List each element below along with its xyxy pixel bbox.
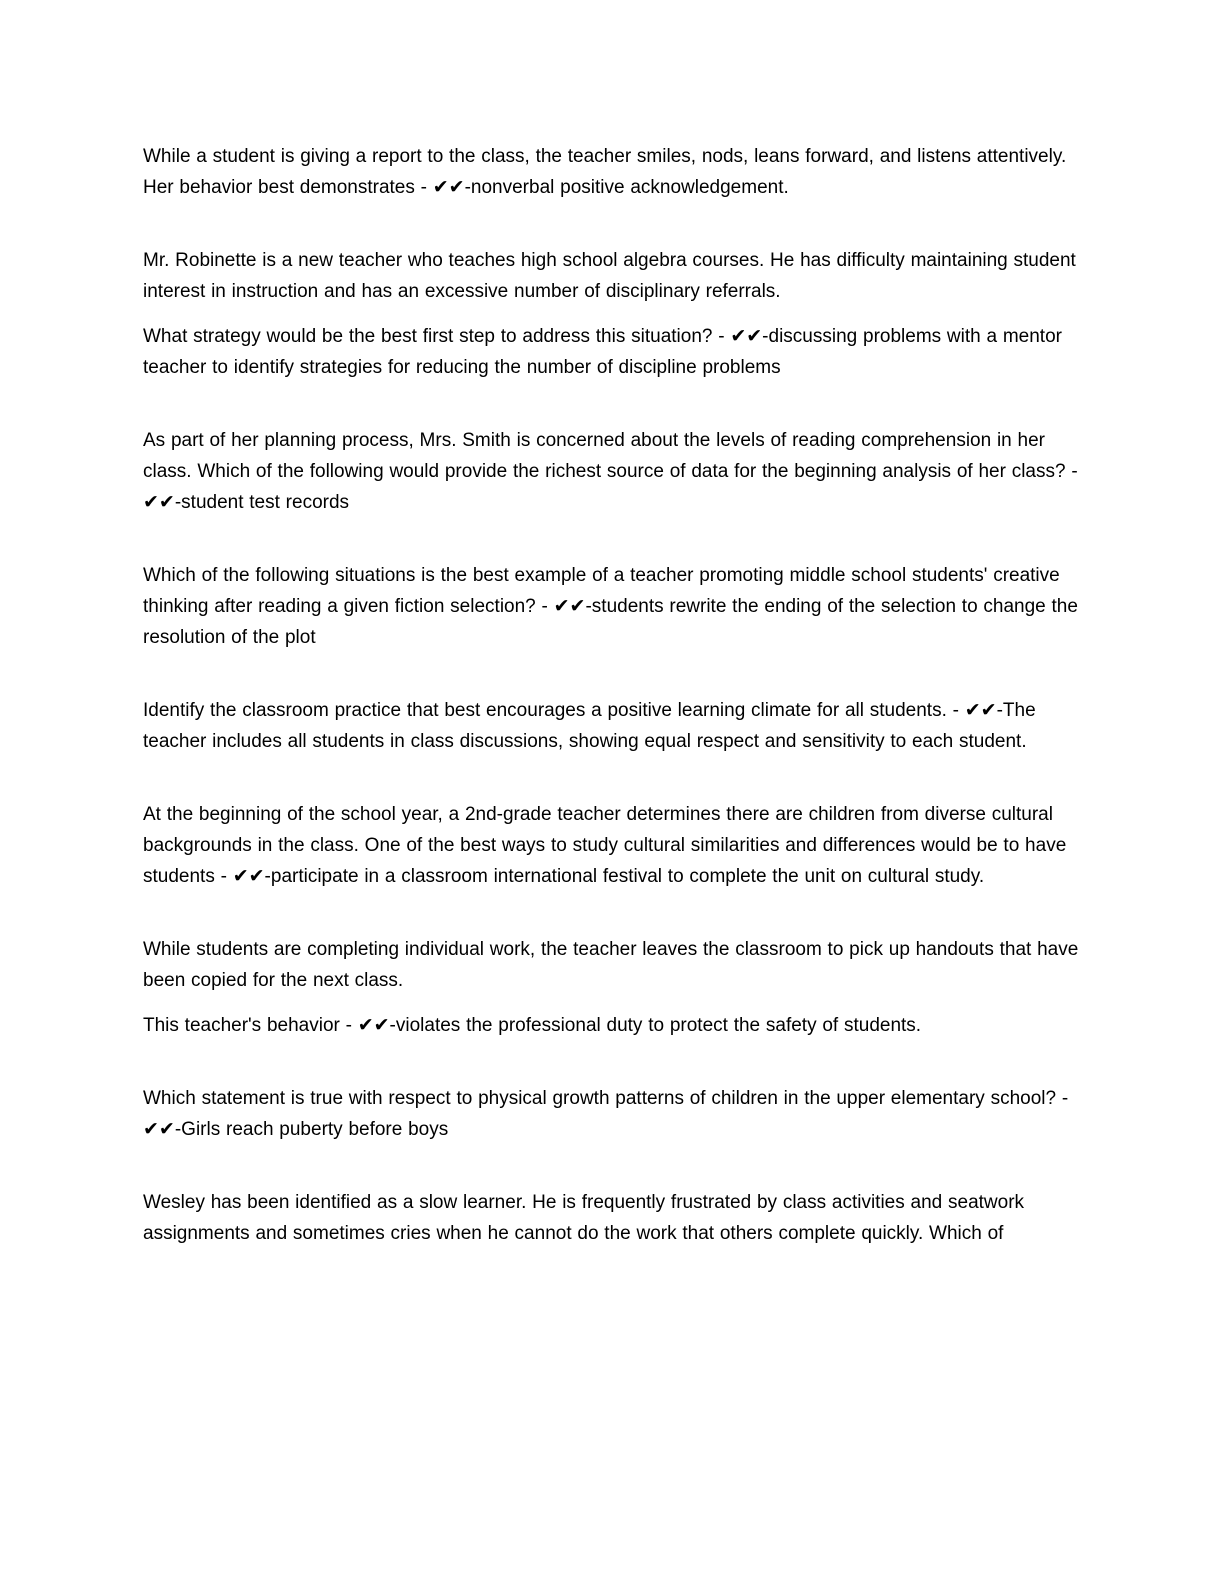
qa-item-4 [143, 560, 1084, 653]
qa-item-5 [143, 695, 1084, 757]
qa-paragraph: This teacher's behavior - ✔✔-violates the professional duty to protect the safety of students. [143, 1015, 922, 1036]
qa-paragraph: Which statement is true with respect to physical growth patterns of children in the upper elementary school? - ✔✔-Girls reach puberty before boys [143, 1088, 1069, 1140]
qa-paragraph: While students are completing individual work, the teacher leaves the classroom to pick up handouts that have been copied for the next class. [143, 939, 1079, 991]
qa-item-2 [143, 245, 1084, 383]
qa-paragraph: Identify the classroom practice that best encourages a positive learning climate for all students. - ✔✔-The teacher includes all students in class discussions, showing equal respect and sensitivity to each student. [143, 700, 1036, 752]
qa-item-1 [143, 141, 1084, 203]
qa-paragraph: While a student is giving a report to the class, the teacher smiles, nods, leans forward, and listens attentively. Her behavior best demonstrates - ✔✔-nonverbal positive acknowledgement. [143, 146, 1067, 198]
qa-paragraph: As part of her planning process, Mrs. Smith is concerned about the levels of reading comprehension in her class. Which of the following would provide the richest source of data for the beginning analysis of her class? - ✔✔-student test records [143, 430, 1078, 513]
qa-paragraph: At the beginning of the school year, a 2nd-grade teacher determines there are children from diverse cultural backgrounds in the class. One of the best ways to study cultural similarities and differences would be to have students - ✔✔-participate in a classroom international festival to complete the unit on cultural study. [143, 804, 1067, 887]
qa-item-3 [143, 425, 1084, 518]
qa-paragraph: Wesley has been identified as a slow learner. He is frequently frustrated by class activities and seatwork assignments and sometimes cries when he cannot do the work that others complete quickly. Which of [143, 1192, 1025, 1244]
qa-item-8 [143, 1083, 1084, 1145]
qa-item-6 [143, 799, 1084, 892]
qa-paragraph: Which of the following situations is the best example of a teacher promoting middle school students' creative thinking after reading a given fiction selection? - ✔✔-students rewrite the ending of the selection to change the resolution of the plot [143, 565, 1078, 648]
qa-paragraph: What strategy would be the best first step to address this situation? - ✔✔-discussing problems with a mentor teacher to identify strategies for reducing the number of discipline problems [143, 326, 1062, 378]
qa-item-7 [143, 934, 1084, 1041]
qa-paragraph: Mr. Robinette is a new teacher who teaches high school algebra courses. He has difficulty maintaining student interest in instruction and has an excessive number of disciplinary referrals. [143, 250, 1076, 302]
qa-item-9 [143, 1187, 1084, 1249]
